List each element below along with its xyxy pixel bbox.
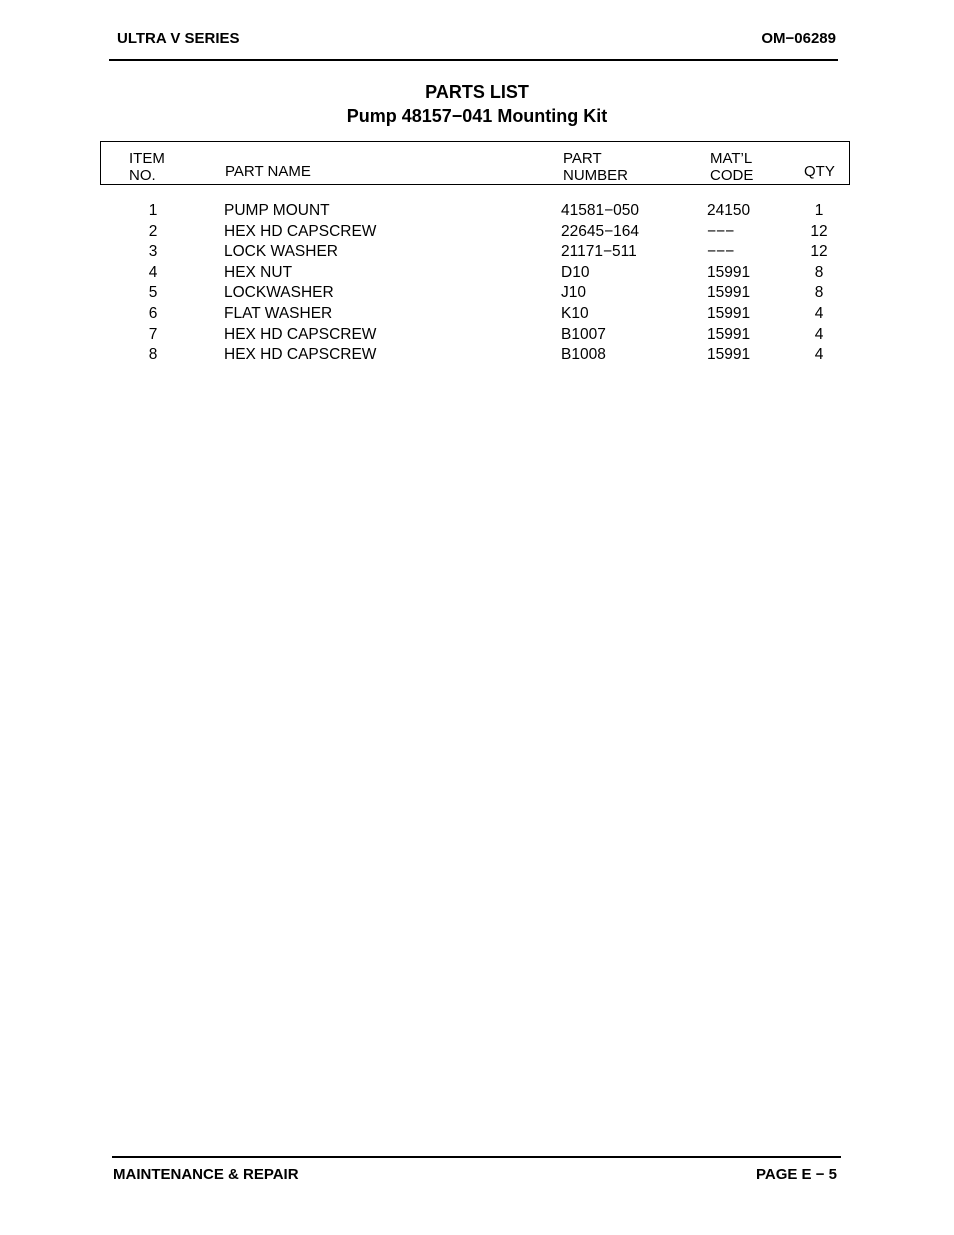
- table-row: [0, 222, 954, 243]
- cell-matl-code: 15991: [707, 263, 751, 281]
- table-row: [0, 201, 954, 222]
- cell-part-name: PUMP MOUNT: [224, 202, 330, 219]
- cell-part-number: 21171−511: [561, 243, 637, 261]
- cell-matl-code: 15991: [707, 325, 751, 343]
- cell-qty: 4: [814, 304, 824, 322]
- cell-part-number: K10: [561, 304, 589, 322]
- cell-qty: 12: [810, 222, 828, 240]
- cell-item: 7: [148, 325, 158, 343]
- table-row: [0, 283, 954, 304]
- cell-qty: 8: [814, 284, 824, 302]
- footer-section: MAINTENANCE & REPAIR: [113, 1166, 299, 1183]
- cell-part-name: FLAT WASHER: [224, 304, 333, 322]
- footer-page-number: PAGE E − 5: [755, 1166, 837, 1183]
- parts-table-body: [0, 201, 954, 366]
- cell-item: 3: [148, 243, 158, 261]
- cell-matl-code: −−−: [707, 243, 735, 261]
- cell-part-number: D10: [561, 263, 590, 281]
- table-row: [0, 242, 954, 263]
- cell-qty: 8: [814, 263, 824, 281]
- table-row: [0, 304, 954, 325]
- table-row: [0, 345, 954, 366]
- column-part-name: PART NAME: [225, 163, 311, 180]
- cell-matl-code: 15991: [707, 304, 751, 322]
- column-qty: QTY: [804, 163, 835, 180]
- parts-table-header: [100, 141, 850, 185]
- cell-part-number: B1007: [561, 325, 606, 343]
- cell-qty: 4: [814, 346, 824, 364]
- cell-item: 8: [148, 346, 158, 364]
- cell-part-name: LOCKWASHER: [224, 284, 334, 302]
- column-item-no: ITEM NO.: [129, 150, 165, 184]
- table-row: [0, 325, 954, 346]
- cell-item: 6: [148, 304, 158, 322]
- column-part-number: PART NUMBER: [563, 150, 629, 184]
- header-rule: [109, 59, 838, 61]
- table-row: [0, 263, 954, 284]
- cell-matl-code: −−−: [707, 222, 735, 240]
- cell-matl-code: 15991: [707, 346, 751, 364]
- header-series: ULTRA V SERIES: [117, 30, 240, 47]
- cell-part-number: B1008: [561, 346, 606, 364]
- cell-part-number: 41581−050: [561, 202, 640, 219]
- page-subtitle: Pump 48157−041 Mounting Kit: [346, 106, 608, 126]
- cell-part-name: HEX NUT: [224, 263, 293, 281]
- cell-item: 5: [148, 284, 158, 302]
- cell-qty: 1: [814, 202, 824, 219]
- cell-part-number: 22645−164: [561, 222, 640, 240]
- cell-part-number: J10: [561, 284, 586, 302]
- cell-part-name: HEX HD CAPSCREW: [224, 346, 377, 364]
- header-doc-number: OM−06289: [761, 30, 836, 47]
- cell-item: 1: [148, 202, 158, 219]
- cell-part-name: HEX HD CAPSCREW: [224, 222, 377, 240]
- cell-qty: 4: [814, 325, 824, 343]
- cell-matl-code: 15991: [707, 284, 751, 302]
- cell-item: 2: [148, 222, 158, 240]
- cell-part-name: HEX HD CAPSCREW: [224, 325, 377, 343]
- cell-part-name: LOCK WASHER: [224, 243, 338, 261]
- footer-rule: [112, 1156, 841, 1158]
- page-title: PARTS LIST: [425, 82, 529, 102]
- cell-matl-code: 24150: [707, 202, 751, 219]
- cell-qty: 12: [810, 243, 828, 261]
- cell-item: 4: [148, 263, 158, 281]
- column-matl-code: MAT’L CODE: [710, 150, 754, 184]
